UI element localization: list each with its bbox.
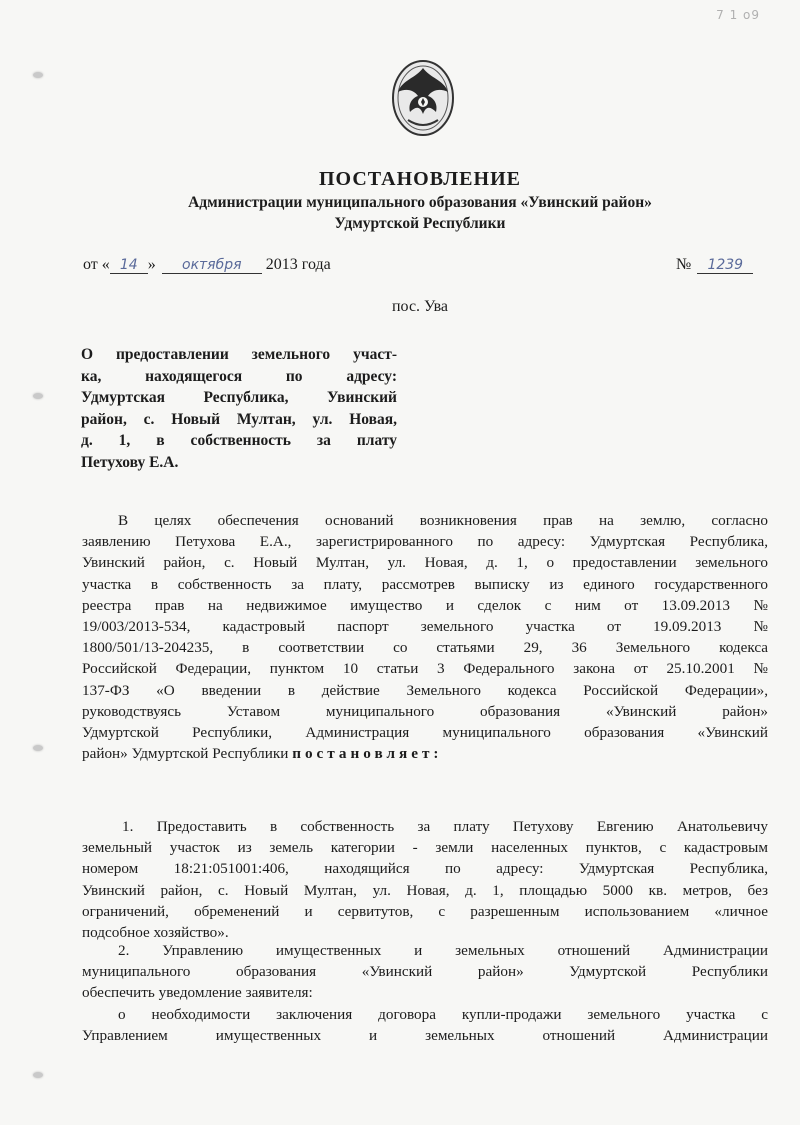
page-mark: 7 1 о9 [716, 8, 760, 22]
punch-hole [33, 393, 43, 399]
punch-hole [33, 72, 43, 78]
issuing-authority: Администрации муниципального образования «Увинский район» [188, 194, 652, 211]
punch-hole [33, 745, 43, 751]
document-subject: О предоставлении земельного участ- ка, находящегося по адресу: Удмуртская Республика, Увинский район, с. Новый Мултан, ул. Новая, д. 1, в собственность за плату Петухову Е.А. [81, 346, 397, 471]
clause-2: 2. Управлению имущественных и земельных отношений Администрации муниципального образования «Увинский район» Удмуртской Республики обеспечить уведомление заявителя: [82, 942, 768, 1002]
issuing-region: Удмуртской Республики [334, 215, 506, 232]
date-month-handwritten: октября [162, 257, 262, 274]
date-day-handwritten: 14 [110, 257, 148, 274]
clause-1: 1. Предоставить в собственность за плату Петухову Евгению Анатольевичу земельный участок из земель категории - земли населенных пунктов, с кадастровым номером 18:21:051001:406, находящийся по адресу: Удмуртская Республика, Увинский район, с. Новый Мултан, ул. Новая, д. 1, площадью 5000 кв. метров, без ограничений, обременений и сервитутов, с разрешенным использованием «личное подсобное хозяйство». [82, 818, 768, 942]
document-number-handwritten: 1239 [697, 257, 753, 274]
date-line: от « 14 » октября 2013 года [83, 256, 331, 273]
document-number: № 1239 [676, 256, 753, 274]
document-title: ПОСТАНОВЛЕНИЕ [319, 168, 521, 190]
clause-2-subitem: о необходимости заключения договора купли-продажи земельного участка с Управлением имущественных и земельных отношений Администрации [82, 1006, 768, 1045]
place-of-issue: пос. Ува [391, 298, 449, 315]
decree-word: постановляет: [292, 745, 443, 763]
punch-hole [33, 1072, 43, 1078]
preamble-paragraph: В целях обеспечения оснований возникновения прав на землю, согласно заявлению Петухова Е.А., зарегистрированного по адресу: Удмуртская Республика, Увинский район, с. Новый Мултан, ул. Новая, д. 1, о предоставлении земельного участка в собственность за плату, рассмотрев выписку из единого государственного реестра прав на недвижимое имущество и сделок с ним от 13.09.2013 № 19/003/2013-534, кадастровый паспорт земельного участка от 19.09.2013 № 1800/501/13-204235, в соответствии со статьями 29, 36 Земельного кодекса Российской Федерации, пунктом 10 статьи 3 Федерального закона от 25.10.2001 № 137-ФЗ «О введении в действие Земельного кодекса Российской Федерации», руководствуясь Уставом муниципального образования «Увинский район» Удмуртской Республики, Администрация муниципального образования «Увинский район» Удмуртской Республики постановляет: [82, 512, 768, 763]
coat-of-arms-emblem [388, 58, 458, 140]
